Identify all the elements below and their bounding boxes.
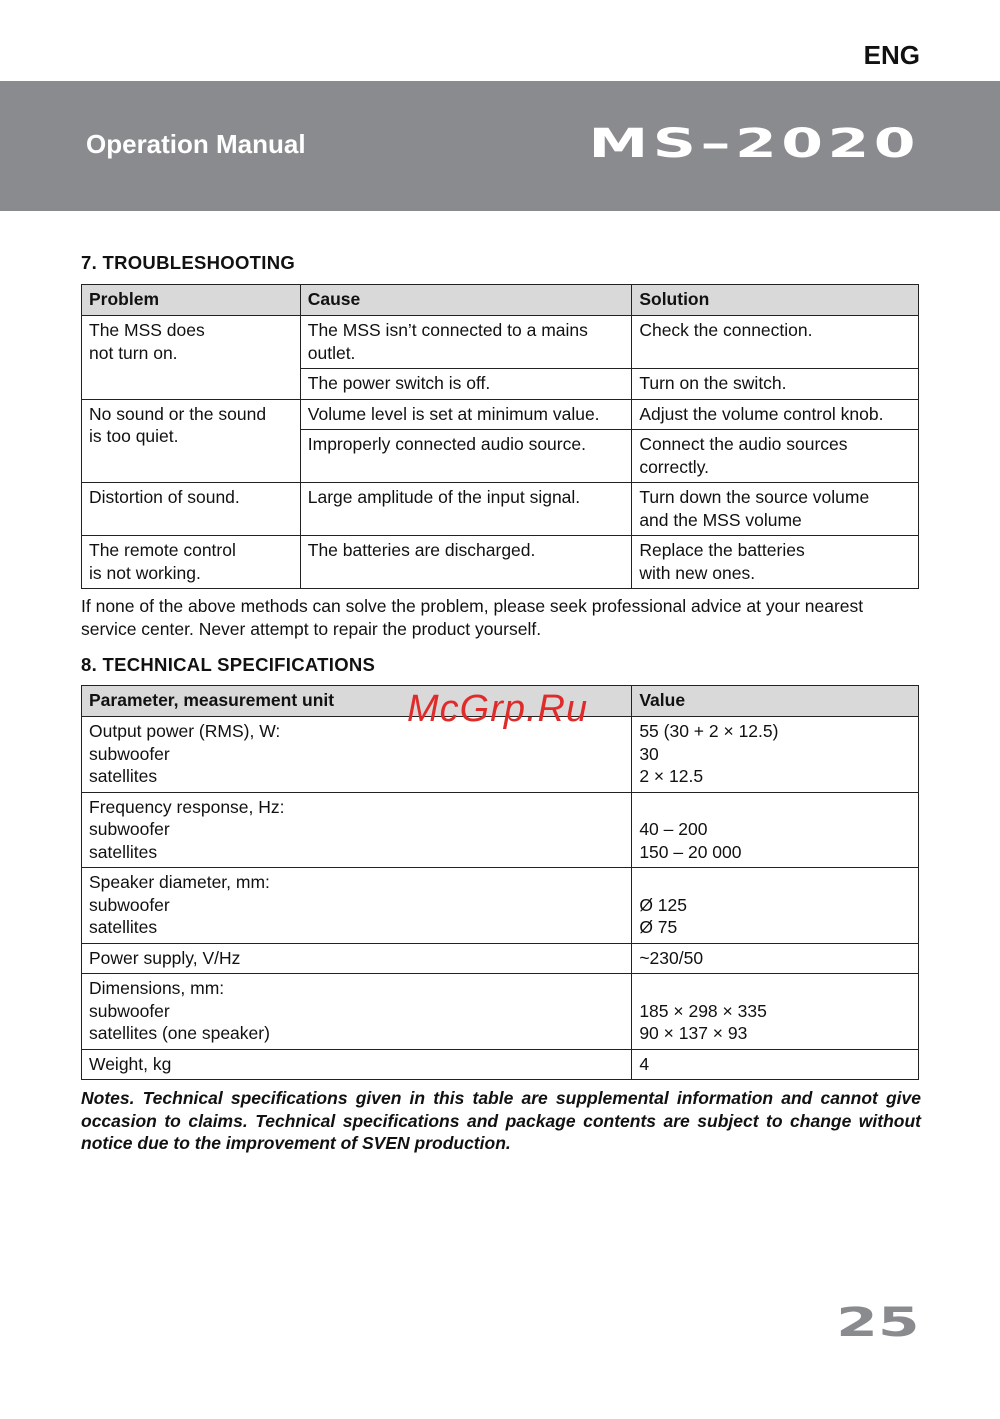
cell-line: ~230/50 — [639, 947, 704, 968]
table-row — [82, 483, 919, 536]
page-number: 25 — [836, 1300, 920, 1346]
cell-line: and the MSS volume — [639, 509, 802, 530]
table-row — [82, 943, 919, 974]
cell-line: Replace the batteries — [639, 540, 805, 560]
cell-line: Dimensions, mm: — [89, 978, 225, 998]
cell-line: Frequency response, Hz: — [89, 796, 285, 817]
cell-line: Adjust the volume control knob. — [639, 403, 884, 424]
parameter-cell — [82, 792, 632, 868]
parameter-cell — [82, 943, 632, 974]
cell-line — [639, 977, 911, 1000]
problem-cell — [82, 483, 301, 536]
manual-title: Operation Manual — [86, 129, 306, 159]
value-cell — [632, 792, 919, 868]
cell-line: correctly. — [639, 456, 710, 477]
cell-line: Weight, kg — [89, 1053, 172, 1074]
cell-line: Turn on the switch. — [639, 373, 787, 393]
watermark: McGrp.Ru — [407, 688, 589, 730]
cell-line: Volume level is set at minimum value. — [307, 403, 600, 424]
cell-line: Power supply, V/Hz — [89, 947, 241, 968]
cell-line: subwoofer — [89, 743, 170, 764]
cell-line: subwoofer — [89, 1000, 170, 1021]
value-cell — [632, 868, 919, 944]
cell-line: satellites — [89, 841, 158, 862]
cell-line: Turn down the source volume — [639, 487, 870, 507]
cell-line: 4 — [639, 1053, 650, 1074]
problem-cell — [82, 536, 301, 589]
cell-line: The MSS isn’t connected to a mains — [307, 320, 588, 340]
cause-cell — [300, 369, 632, 400]
specs-heading: 8. TECHNICAL SPECIFICATIONS — [81, 654, 376, 675]
column-header: Cause — [300, 285, 632, 316]
solution-cell — [632, 316, 919, 369]
value-cell — [632, 943, 919, 974]
cell-line: 2 × 12.5 — [639, 766, 704, 786]
cause-cell — [300, 399, 632, 430]
specs-table — [81, 685, 919, 1080]
cell-line: satellites — [89, 766, 158, 786]
parameter-cell — [82, 868, 632, 944]
troubleshooting-footer: If none of the above methods can solve the problem, please seek professional advice at your nearest service center. Never attempt to repair the product yourself. — [81, 596, 864, 639]
table-row — [82, 868, 919, 944]
parameter-cell — [82, 1049, 632, 1080]
problem-cell — [82, 399, 301, 483]
cell-line: not turn on. — [89, 342, 178, 363]
model-name: MS–2020 — [588, 121, 920, 167]
solution-cell — [632, 430, 919, 483]
cell-line: Check the connection. — [639, 320, 813, 340]
cell-line: 40 – 200 — [639, 819, 708, 839]
cell-line: 55 (30 + 2 × 12.5) — [639, 721, 779, 741]
column-header: Solution — [632, 285, 919, 316]
cell-line: 150 – 20 000 — [639, 841, 742, 862]
cell-line — [639, 796, 911, 819]
table-row — [82, 536, 919, 589]
cell-line: 90 × 137 × 93 — [639, 1023, 748, 1043]
cell-line — [639, 871, 911, 894]
cell-line: 30 — [639, 743, 659, 764]
table-row — [82, 1049, 919, 1080]
cell-line: subwoofer — [89, 819, 170, 839]
cause-cell — [300, 316, 632, 369]
cause-cell — [300, 536, 632, 589]
cell-line: with new ones. — [639, 562, 756, 583]
column-header: Parameter, measurement unit — [82, 686, 632, 717]
cell-line: satellites — [89, 917, 158, 937]
cell-line: Large amplitude of the input signal. — [307, 487, 581, 507]
cell-line: is not working. — [89, 562, 201, 583]
cell-line: Improperly connected audio source. — [307, 434, 586, 454]
cell-line: The power switch is off. — [307, 373, 491, 393]
value-cell — [632, 1049, 919, 1080]
cell-line: The MSS does — [89, 320, 205, 340]
solution-cell — [632, 369, 919, 400]
cause-cell — [300, 483, 632, 536]
cell-line: 185 × 298 × 335 — [639, 1000, 767, 1021]
solution-cell — [632, 483, 919, 536]
table-row — [82, 974, 919, 1050]
column-header: Problem — [82, 285, 301, 316]
specs-notes: Notes. Technical specifications given in this table are supplemental information and cannot give occasion to claims. Technical specifications and package contents are subject to change without notice due to the improvement of SVEN production. — [81, 1088, 921, 1153]
cell-line: satellites (one speaker) — [89, 1023, 270, 1043]
cell-line: is too quiet. — [89, 426, 179, 446]
value-cell — [632, 974, 919, 1050]
language-label: ENG — [863, 40, 920, 70]
cell-line: Ø 125 — [639, 894, 688, 915]
value-cell — [632, 717, 919, 793]
cell-line: subwoofer — [89, 894, 170, 915]
cell-line: No sound or the sound — [89, 403, 267, 424]
cell-line: Distortion of sound. — [89, 487, 240, 507]
cell-line: The batteries are discharged. — [307, 540, 536, 560]
cause-cell — [300, 430, 632, 483]
cell-line: Connect the audio sources — [639, 434, 848, 454]
header-band — [0, 81, 1000, 211]
troubleshooting-table — [81, 284, 919, 589]
cell-line: outlet. — [307, 342, 356, 363]
parameter-cell — [82, 974, 632, 1050]
column-header: Value — [632, 686, 919, 717]
solution-cell — [632, 536, 919, 589]
cell-line: Output power (RMS), W: — [89, 721, 281, 741]
troubleshooting-heading: 7. TROUBLESHOOTING — [81, 252, 296, 273]
cell-line: Speaker diameter, mm: — [89, 872, 270, 892]
table-row — [82, 792, 919, 868]
table-row — [82, 399, 919, 430]
cell-line: The remote control — [89, 540, 236, 560]
problem-cell — [82, 316, 301, 400]
table-row — [82, 316, 919, 369]
solution-cell — [632, 399, 919, 430]
cell-line: Ø 75 — [639, 917, 678, 937]
